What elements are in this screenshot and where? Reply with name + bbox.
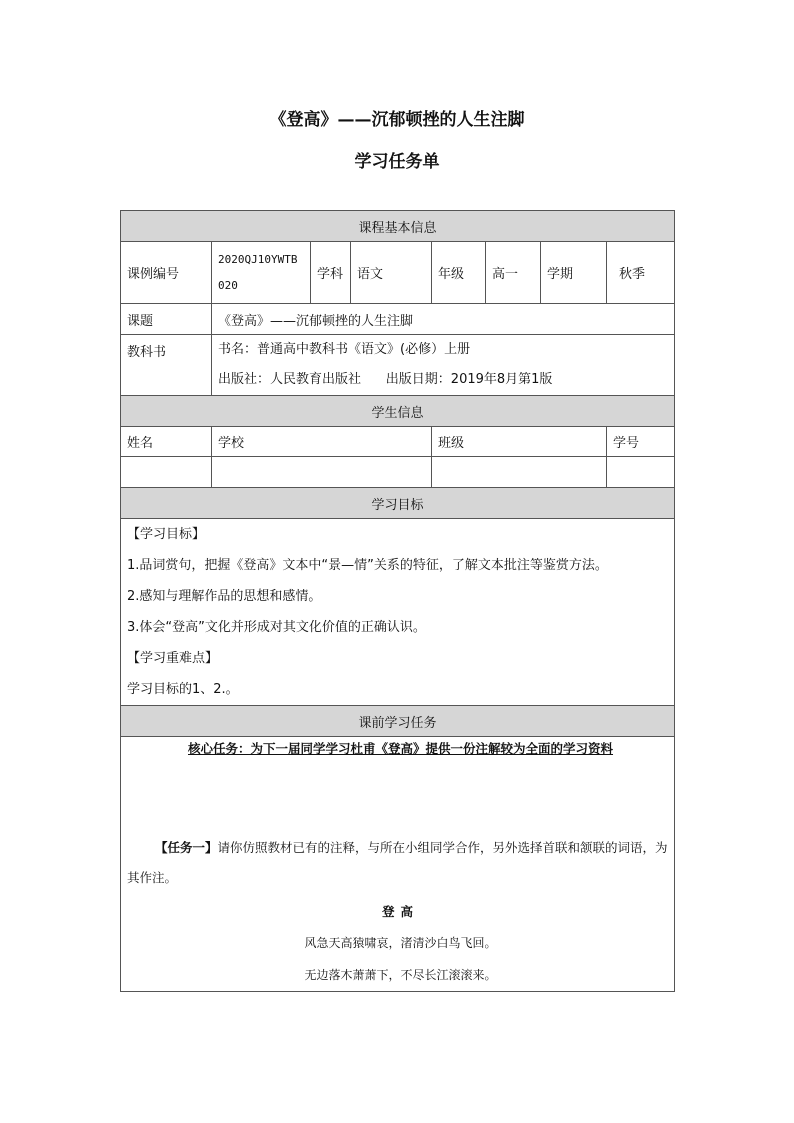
objective-item: 2.感知与理解作品的思想和感情。	[127, 589, 322, 604]
objective-item: 3.体会“登高”文化并形成对其文化价值的正确认识。	[127, 620, 426, 635]
topic-value: 《登高》——沉郁顿挫的人生注脚	[212, 304, 675, 335]
section-basic-info: 课程基本信息	[121, 211, 675, 242]
term-label: 学期	[541, 242, 607, 304]
school-label: 学校	[212, 427, 432, 457]
school-field[interactable]	[212, 457, 432, 488]
key-points-text: 学习目标的1、2.。	[127, 682, 239, 697]
objectives-heading: 【学习目标】	[127, 527, 206, 542]
poem-line: 风急天高猿啸哀，渚清沙白鸟飞回。	[304, 936, 497, 950]
section-pre-tasks: 课前学习任务	[121, 706, 675, 737]
student-id-label: 学号	[607, 427, 675, 457]
poem-title: 登高	[382, 904, 420, 919]
document-subtitle: 学习任务单	[354, 152, 440, 172]
textbook-label: 教科书	[121, 335, 212, 396]
class-field[interactable]	[432, 457, 607, 488]
subject-label: 学科	[311, 242, 351, 304]
class-label: 班级	[432, 427, 607, 457]
objectives-content	[121, 519, 675, 706]
worksheet-table	[120, 210, 675, 992]
task-one	[127, 833, 674, 893]
task-one-text: 请你仿照教材已有的注释，与所在小组同学合作，另外选择首联和颔联的词语，为其作注。	[127, 840, 668, 885]
student-id-field[interactable]	[607, 457, 675, 488]
case-no-value: 2020QJ10YWTB 020	[212, 242, 311, 304]
objective-item: 1.品词赏句，把握《登高》文本中“景—情”关系的特征，了解文本批注等鉴赏方法。	[127, 558, 608, 573]
term-value: 秋季	[607, 242, 675, 304]
poem-line: 无边落木萧萧下，不尽长江滚滚来。	[304, 968, 497, 982]
textbook-value: 书名：普通高中教科书《语文》(必修）上册 出版社：人民教育出版社 出版日期：2019年8月第1版	[212, 335, 675, 396]
topic-label: 课题	[121, 304, 212, 335]
subject-value: 语文	[351, 242, 432, 304]
section-student-info: 学生信息	[121, 396, 675, 427]
task-one-label: 【任务一】	[155, 840, 218, 855]
name-label: 姓名	[121, 427, 212, 457]
grade-label: 年级	[432, 242, 486, 304]
document-title: 《登高》——沉郁顿挫的人生注脚	[269, 110, 525, 130]
core-task: 核心任务：为下一届同学学习杜甫《登高》提供一份注解较为全面的学习资料	[188, 741, 614, 756]
section-objectives: 学习目标	[121, 488, 675, 519]
tasks-content	[121, 737, 675, 992]
name-field[interactable]	[121, 457, 212, 488]
key-points-heading: 【学习重难点】	[127, 651, 219, 666]
case-no-label: 课例编号	[121, 242, 212, 304]
grade-value: 高一	[486, 242, 541, 304]
